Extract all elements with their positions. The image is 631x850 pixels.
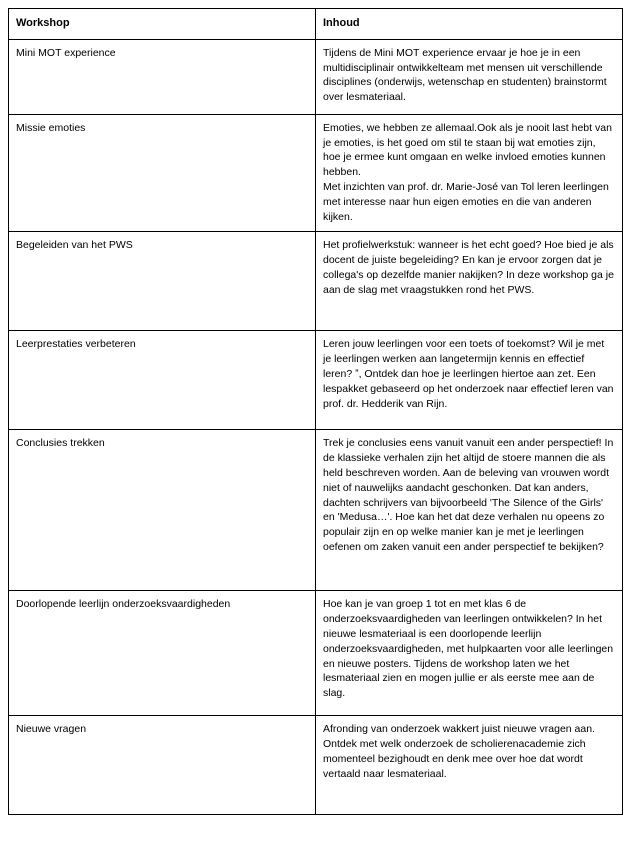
description-paragraph: Tijdens de Mini MOT experience ervaar je hoe je in een multidisciplinair ontwikkelteam met mensen uit verschillende disciplines (onderwijs, wetenschap en studenten) brainstormt over lesmateriaal. [323, 46, 607, 104]
workshop-name: Begeleiden van het PWS [9, 231, 316, 330]
workshop-description [316, 590, 623, 715]
column-header-inhoud: Inhoud [316, 9, 623, 40]
table-header [9, 9, 623, 40]
description-paragraph: Met inzichten van prof. dr. Marie-José van Tol leren leerlingen met interesse naar hun eigen emoties en die van anderen kijken. [323, 181, 609, 224]
workshop-name: Mini MOT experience [9, 39, 316, 114]
table-row [9, 114, 623, 231]
workshop-table [8, 8, 623, 815]
workshop-name: Nieuwe vragen [9, 715, 316, 814]
table-row [9, 330, 623, 429]
table-header-row [9, 9, 623, 40]
workshop-description [316, 114, 623, 231]
workshop-description [316, 231, 623, 330]
table-row [9, 429, 623, 590]
workshop-name: Doorlopende leerlijn onderzoeksvaardigheden [9, 590, 316, 715]
workshop-name: Leerprestaties verbeteren [9, 330, 316, 429]
table-row [9, 590, 623, 715]
table-row [9, 39, 623, 114]
column-header-workshop: Workshop [9, 9, 316, 40]
table-body [9, 39, 623, 814]
workshop-name: Missie emoties [9, 114, 316, 231]
description-paragraph: Hoe kan je van groep 1 tot en met klas 6 de onderzoeksvaardigheden van leerlingen ontwikkelen? In het nieuwe lesmateriaal is een doorlopende leerlijn onderzoeksvaardigheden, met hulpkaarten voor alle leerlingen en nieuwe posters. Tijdens de workshop laten we het lesmateriaal zien en mogen jullie er als eerste mee aan de slag. [323, 597, 614, 700]
workshop-description [316, 330, 623, 429]
workshop-description [316, 39, 623, 114]
description-paragraph: Trek je conclusies eens vanuit vanuit een ander perspectief! In de klassieke verhalen zijn het altijd de stoere mannen die als held beschreven worden. Aan de beleving van vrouwen wordt niet of nauwelijks aandacht geschonken. Dat kan anders, dachten schrijvers van bijvoorbeeld 'The Silence of the Girls' en 'Medusa…'. Hoe kan het dat deze verhalen nu opeens zo populair zijn en op welke manier kan je met je leerlingen oefenen om zaken vanuit een ander perspectief te bekijken? [323, 436, 614, 554]
table-row [9, 231, 623, 330]
table-row [9, 715, 623, 814]
description-paragraph: Emoties, we hebben ze allemaal.Ook als je nooit last hebt van je emoties, is het goed om stil te staan bij wat emoties zijn, hoe je ermee kunt omgaan en welke invloed emoties kunnen hebben. [323, 121, 612, 179]
description-paragraph: Het profielwerkstuk: wanneer is het echt goed? Hoe bied je als docent de juiste begeleiding? En kan je ervoor zorgen dat je collega's op dezelfde manier nakijken? In deze workshop ga je aan de slag met vraagstukken rond het PWS. [323, 238, 614, 296]
workshop-description [316, 715, 623, 814]
description-paragraph: Afronding van onderzoek wakkert juist nieuwe vragen aan. Ontdek met welk onderzoek de scholierenacademie zich momenteel bezighoudt en denk mee over hoe dat wordt vertaald naar lesmateriaal. [323, 722, 595, 780]
description-paragraph: Leren jouw leerlingen voor een toets of toekomst? Wil je met je leerlingen werken aan langetermijn kennis en effectief leren? ˮ, Ontdek dan hoe je leerlingen hiertoe aan zet. Een lespakket gebaseerd op het onderzoek naar effectief leren van prof. dr. Hedderik van Rijn. [323, 337, 614, 410]
workshop-name: Conclusies trekken [9, 429, 316, 590]
workshop-description [316, 429, 623, 590]
